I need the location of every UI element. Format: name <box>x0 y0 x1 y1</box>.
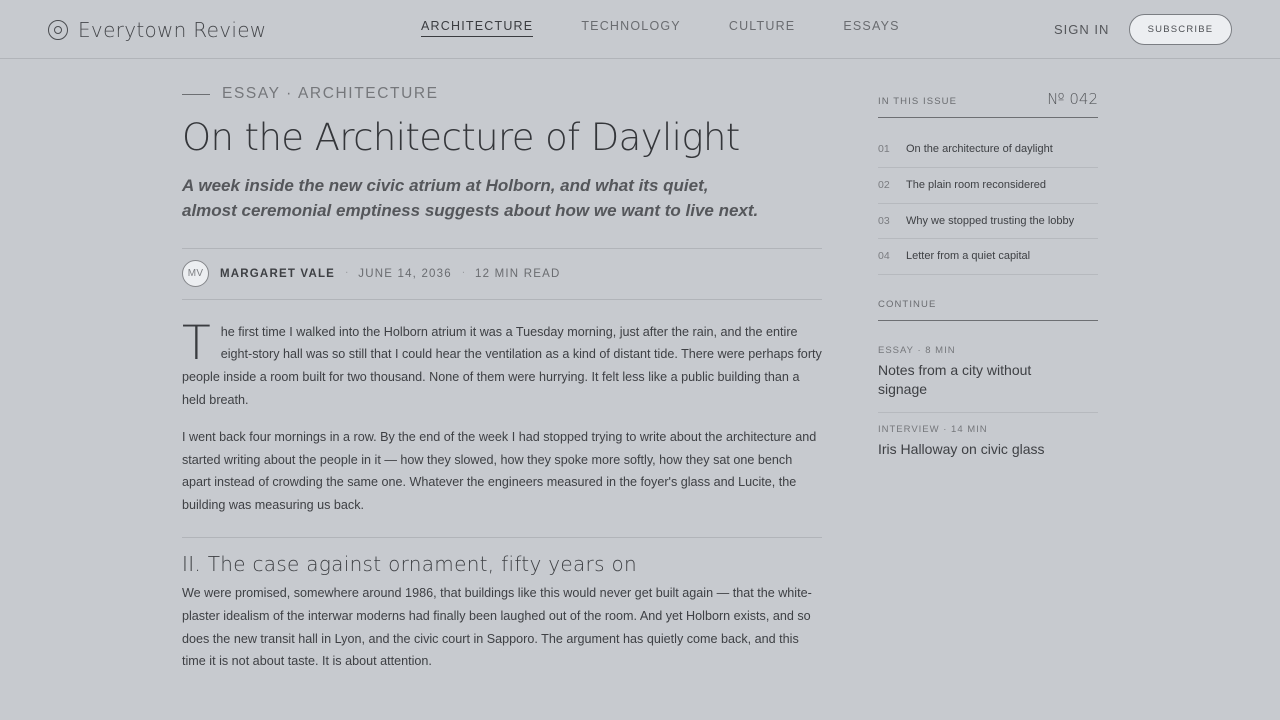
article-kicker <box>182 84 822 104</box>
byline <box>182 248 822 300</box>
article-dek: A week inside the new civic atrium at Holborn, and what its quiet, almost ceremonial emptiness suggests about how we want to live next. <box>182 175 759 220</box>
continue-header: CONTINUE <box>878 298 1098 321</box>
toc-number: 03 <box>878 214 890 227</box>
nav-technology[interactable]: TECHNOLOGY <box>581 19 681 33</box>
paragraph-2: I went back four mornings in a row. By the end of the week I had stopped trying to write about the architecture and started writing about the people in it — how they slowed, how they spoke more softly, how they sat one bench apart instead of crowding the same one. Whatever the engineers measured in the foyer's glass and Lucite, the building was measuring us back. <box>182 429 817 513</box>
continue-item[interactable] <box>878 413 1098 472</box>
article <box>182 84 822 673</box>
toc-item[interactable] <box>878 168 1098 204</box>
continue-meta: ESSAY · 8 MIN <box>878 344 956 356</box>
issue-header <box>878 88 1098 118</box>
paragraph-1-text: he first time I walked into the Holborn atrium it was a Tuesday morning, just after the rain, and the entire eight-story hall was so still that I could hear the ventilation as a kind of distant tide. There were perhaps forty people inside a room built for two thousand. None of them were hurrying. It felt less like a public building than a held breath. <box>182 324 822 408</box>
main-nav <box>421 19 900 37</box>
toc-number: 01 <box>878 142 890 155</box>
toc-number: 04 <box>878 250 890 263</box>
brand-link[interactable] <box>48 18 266 42</box>
nav-essays[interactable]: ESSAYS <box>843 19 900 33</box>
continue-meta: INTERVIEW · 14 MIN <box>878 423 988 435</box>
paragraph-3: We were promised, somewhere around 1986, that buildings like this would never get built again — that the white-plaster idealism of the interwar moderns had finally been laughed out of the room. And yet Holborn exists, and so does the new transit hall in Lyon, and the civic court in Sapporo. The argument has quietly come back, and this time it is not about taste. It is about attention. <box>182 586 812 669</box>
toc-title: On the architecture of daylight <box>906 142 1053 155</box>
article-headline: On the Architecture of Daylight <box>182 116 740 159</box>
issue-label: IN THIS ISSUE <box>878 96 958 107</box>
nav-architecture[interactable]: ARCHITECTURE <box>421 19 533 37</box>
sign-in-link[interactable]: SIGN IN <box>1054 22 1110 37</box>
continue-title: Notes from a city without signage <box>878 361 1032 397</box>
toc-item[interactable] <box>878 204 1098 240</box>
toc-title: The plain room reconsidered <box>906 179 1047 192</box>
paragraph-1 <box>182 315 822 412</box>
kicker-rule <box>182 94 210 95</box>
publish-date: JUNE 14, 2036 <box>358 267 452 280</box>
issue-number: № 042 <box>1047 90 1098 108</box>
author-name[interactable]: MARGARET VALE <box>220 267 336 280</box>
section-divider <box>182 537 822 538</box>
toc-number: 02 <box>878 179 890 192</box>
section-heading: II. The case against ornament, fifty years on <box>182 552 637 577</box>
toc-item[interactable] <box>878 239 1098 275</box>
continue-title: Iris Halloway on civic glass <box>878 440 1045 457</box>
toc-item[interactable] <box>878 118 1098 168</box>
issue-toc <box>878 118 1098 275</box>
circle-logo-icon <box>48 20 68 40</box>
drop-cap: T <box>182 315 211 371</box>
author-avatar[interactable]: MV <box>182 260 209 287</box>
subscribe-button[interactable]: SUBSCRIBE <box>1129 14 1232 45</box>
read-time: 12 MIN READ <box>475 267 561 280</box>
brand-name: Everytown Review <box>78 18 267 42</box>
nav-culture[interactable]: CULTURE <box>728 19 796 33</box>
byline-separator: · <box>461 268 466 280</box>
kicker-text: ESSAY · ARCHITECTURE <box>222 85 439 102</box>
continue-item[interactable] <box>878 321 1098 413</box>
site-header <box>0 0 1280 59</box>
byline-separator: · <box>345 268 349 280</box>
toc-title: Why we stopped trusting the lobby <box>906 214 1075 227</box>
toc-title: Letter from a quiet capital <box>906 250 1031 263</box>
sidebar <box>878 88 1098 472</box>
